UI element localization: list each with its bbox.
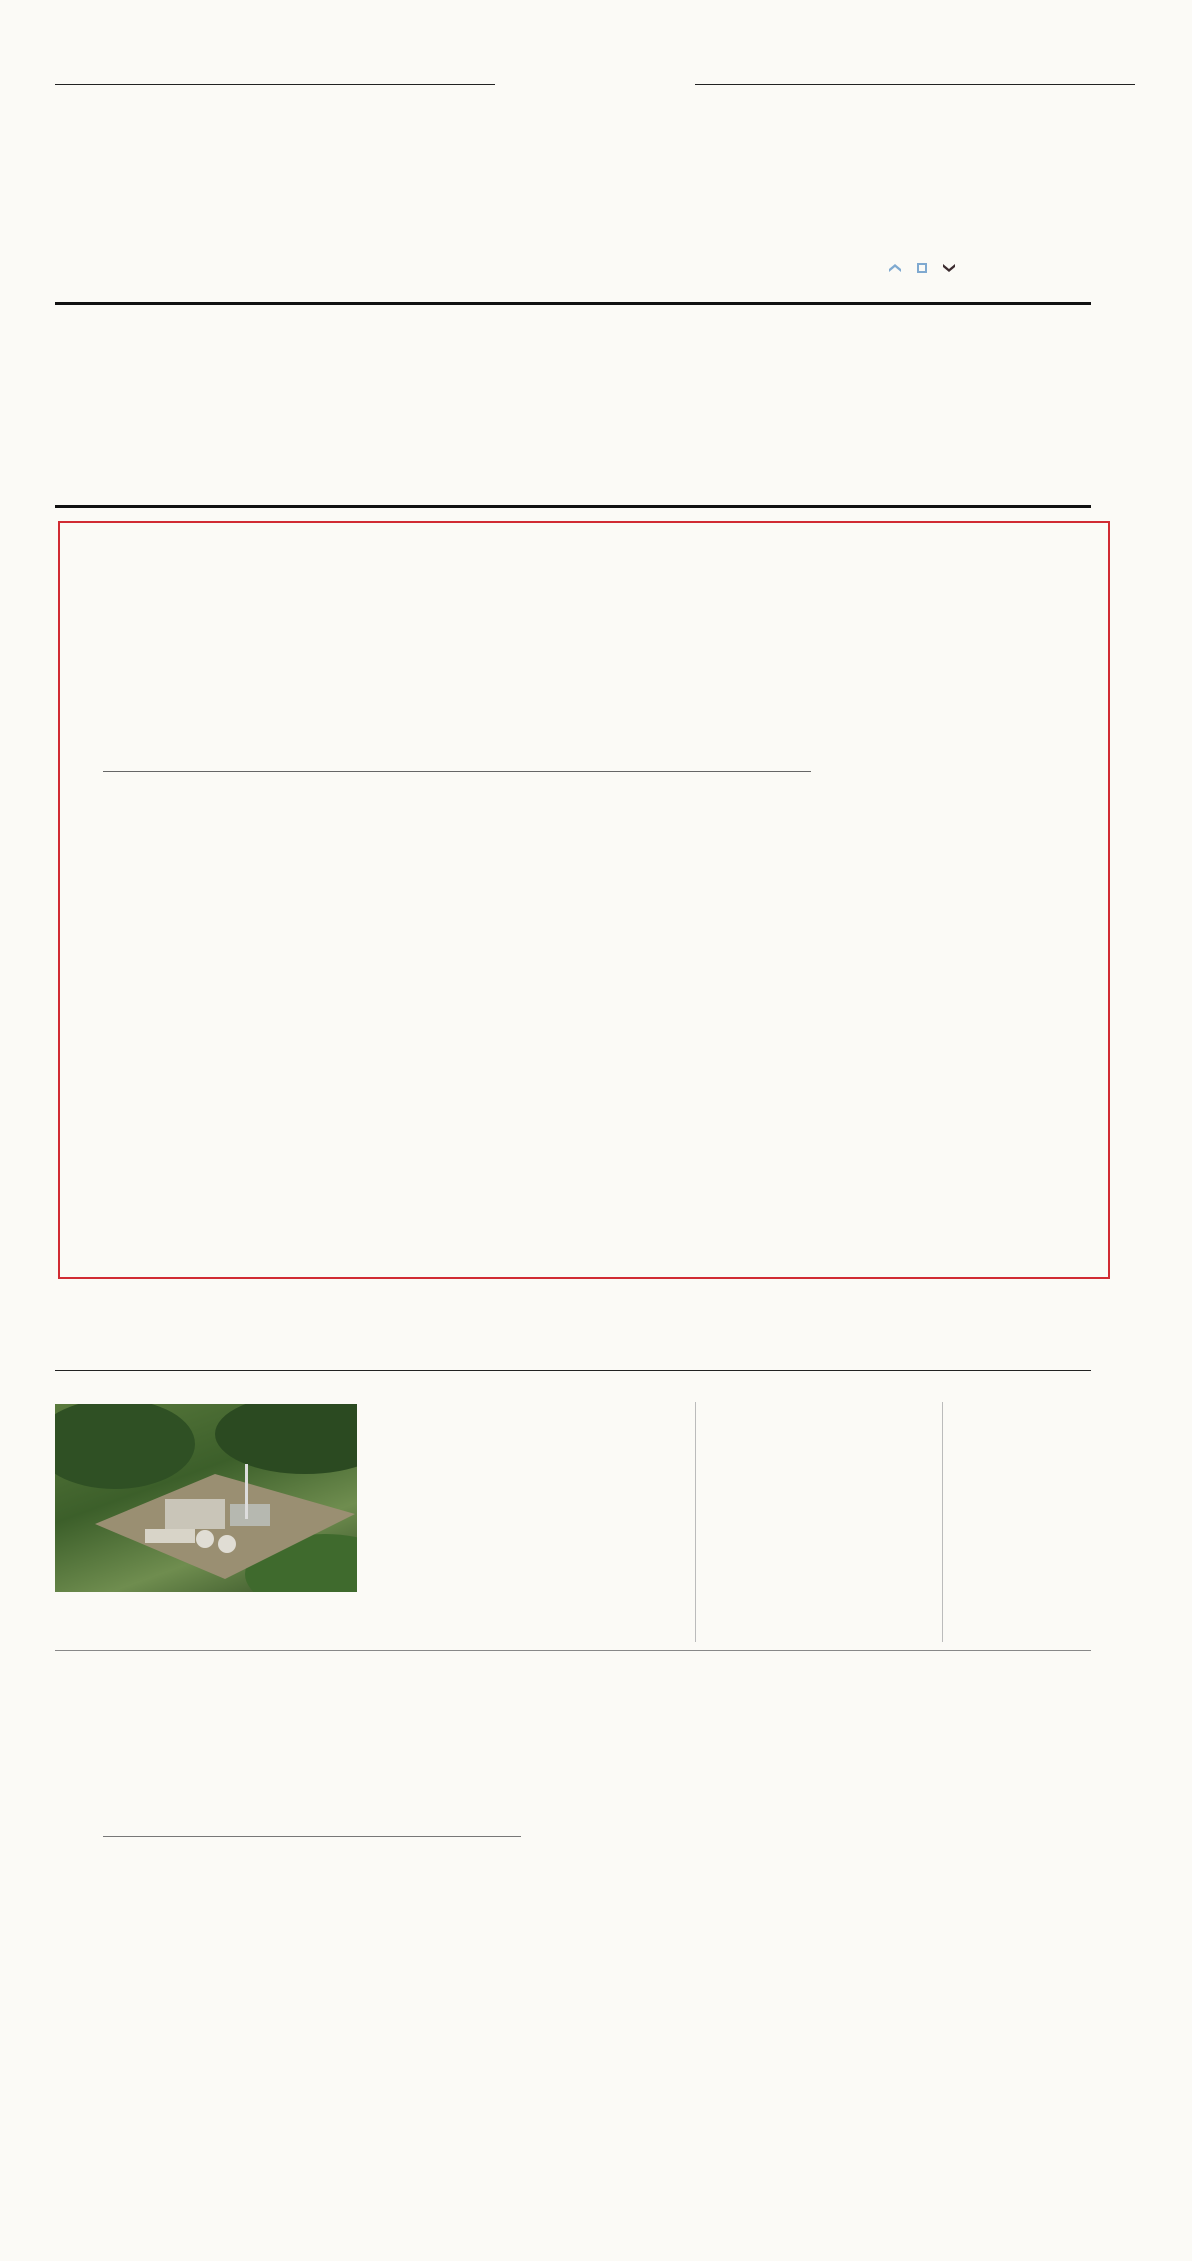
industrial-plant-image [55,1404,357,1592]
indicators-bottom-rule [55,505,1091,508]
trend-legend [888,262,959,274]
breves-rule [55,1370,1091,1371]
square-icon [917,263,927,273]
legend-same [917,263,930,273]
chevron-down-icon [942,262,956,274]
indicators-top-rule [55,302,1091,305]
inflation-chart [300,845,878,1105]
second-deck-rule [103,1836,521,1837]
brief-divider-1 [695,1402,696,1642]
chevron-up-icon [888,262,902,274]
legend-up [888,262,905,274]
brief-divider-2 [942,1402,943,1642]
canacol-photo [55,1404,357,1592]
chart-svg [300,845,878,1105]
deck-rule [103,771,811,772]
legend-down [942,262,959,274]
header-rule [55,84,495,85]
header-rule-right [695,84,1135,85]
breves-bottom-rule [55,1650,1091,1651]
